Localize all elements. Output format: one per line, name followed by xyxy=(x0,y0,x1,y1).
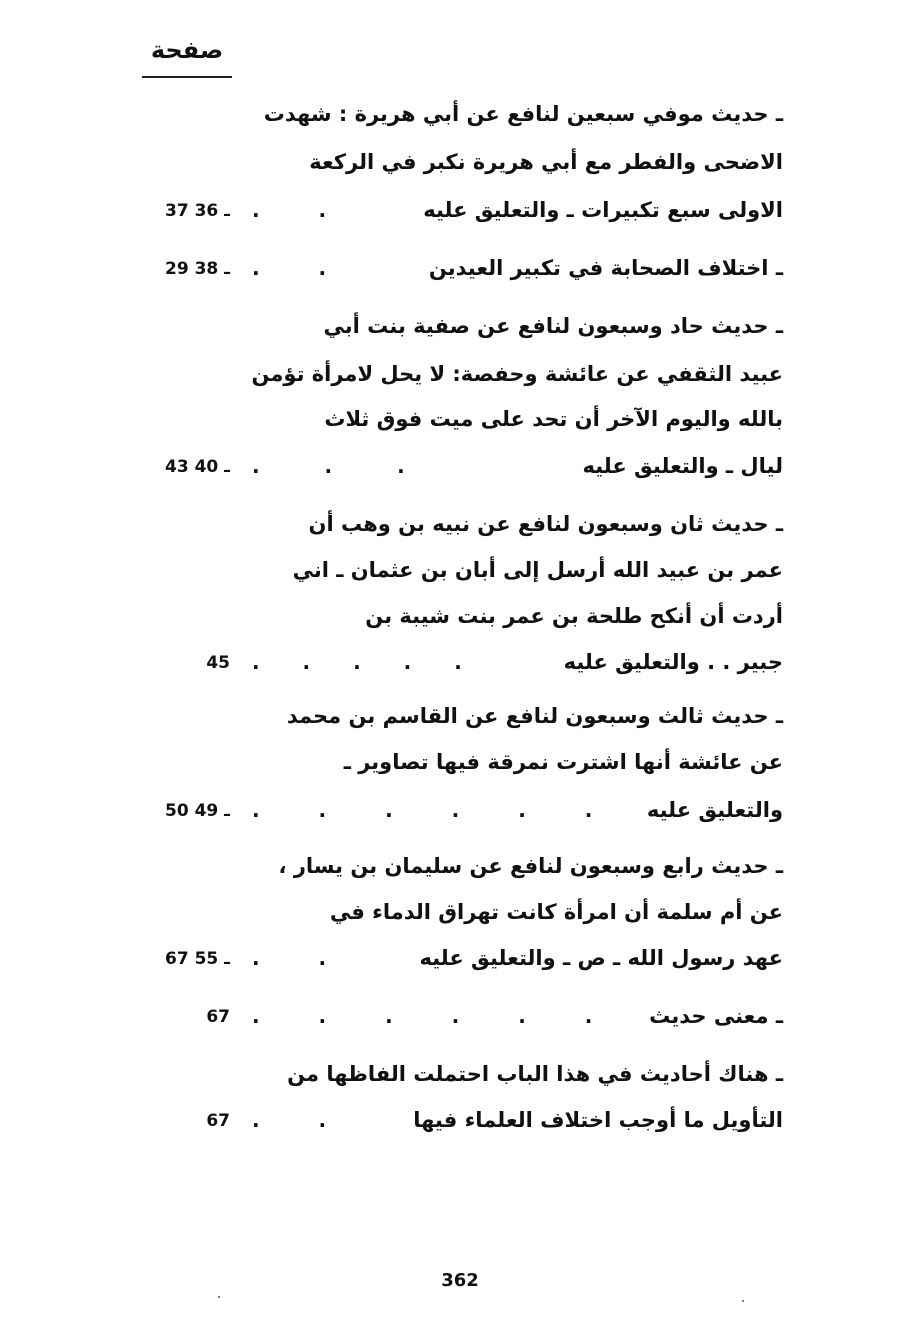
scan-speck xyxy=(218,1296,220,1298)
page-number: 362 xyxy=(441,1270,479,1291)
entry-4-line-4: جبير . . والتعليق عليه xyxy=(563,650,783,674)
entry-6-page-range: 67 ـ 55 xyxy=(165,949,230,969)
entry-3-line-3: بالله واليوم الآخر أن تحد على ميت فوق ثلاث xyxy=(324,407,783,431)
entry-4-leader-dots: . . . . . xyxy=(252,650,462,674)
entry-1-line-1: ـ حديث موفي سبعين لنافع عن أبي هريرة : شهدت xyxy=(263,102,783,126)
entry-5-line-3: والتعليق عليه xyxy=(646,798,783,822)
entry-3-line-1: ـ حديث حاد وسبعون لنافع عن صفية بنت أبي xyxy=(323,314,783,338)
entry-4-page-range: 45 xyxy=(206,653,230,673)
entry-5-page-range: 50 ـ 49 xyxy=(165,801,230,821)
entry-1-page-range: 37 ـ 36 xyxy=(165,201,230,221)
entry-8-line-2: التأويل ما أوجب اختلاف العلماء فيها xyxy=(413,1108,783,1132)
entry-4-line-2: عمر بن عبيد الله أرسل إلى أبان بن عثمان ـ اني xyxy=(292,558,783,582)
entry-1-line-3: الاولى سبع تكبيرات ـ والتعليق عليه xyxy=(423,198,783,222)
entry-7-leader-dots: . . . . . . xyxy=(252,1004,593,1028)
entry-3-line-4: ليال ـ والتعليق عليه xyxy=(582,454,783,478)
entry-7-line-1: ـ معنى حديث xyxy=(649,1004,783,1028)
entry-2-leader-dots: . . xyxy=(252,256,327,280)
entry-1-line-2: الاضحى والفطر مع أبي هريرة نكبر في الركعة xyxy=(309,150,783,174)
entry-3-leader-dots: . . . xyxy=(252,454,405,478)
entry-6-line-1: ـ حديث رابع وسبعون لنافع عن سليمان بن يسار ، xyxy=(278,854,783,878)
scan-speck xyxy=(742,1300,744,1302)
entry-3-page-range: 43 ـ 40 xyxy=(165,457,230,477)
entry-5-line-1: ـ حديث ثالث وسبعون لنافع عن القاسم بن محمد xyxy=(286,704,783,728)
entry-5-line-2: عن عائشة أنها اشترت نمرقة فيها تصاوير ـ xyxy=(343,750,783,774)
entry-8-page-range: 67 xyxy=(206,1111,230,1131)
entry-4-line-1: ـ حديث ثان وسبعون لنافع عن نبيه بن وهب أن xyxy=(308,512,783,536)
entry-5-leader-dots: . . . . . . xyxy=(252,798,593,822)
entry-6-line-2: عن أم سلمة أن امرأة كانت تهراق الدماء في xyxy=(329,900,783,924)
entry-3-line-2: عبيد الثقفي عن عائشة وحفصة: لا يحل لامرأة تؤمن xyxy=(251,362,783,386)
entry-1-leader-dots: . . xyxy=(252,198,327,222)
entry-2-line-1: ـ اختلاف الصحابة في تكبير العيدين xyxy=(428,256,783,280)
entry-4-line-3: أردت أن أنكح طلحة بن عمر بنت شيبة بن xyxy=(365,604,783,628)
page-column-header: صفحة xyxy=(150,36,224,64)
entry-8-leader-dots: . . xyxy=(252,1108,327,1132)
entry-6-line-3: عهد رسول الله ـ ص ـ والتعليق عليه xyxy=(419,946,783,970)
entry-6-leader-dots: . . xyxy=(252,946,327,970)
entry-8-line-1: ـ هناك أحاديث في هذا الباب احتملت الفاظها من xyxy=(287,1062,783,1086)
header-underline xyxy=(142,76,232,78)
entry-2-page-range: 29 ـ 38 xyxy=(165,259,230,279)
entry-7-page-range: 67 xyxy=(206,1007,230,1027)
